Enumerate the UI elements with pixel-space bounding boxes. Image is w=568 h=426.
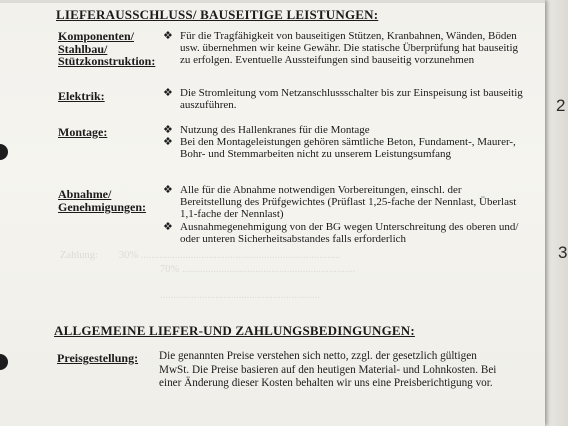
list-item <box>163 136 523 160</box>
bullet-list-montage <box>163 124 523 161</box>
bullet-text: Ausnahmegenehmigung von der BG wegen Unterschreitung des oberen und/ oder unteren Sicherheitsabstandes falls erforderlich <box>180 220 519 245</box>
paragraph-preisgestellung: Die genannten Preise verstehen sich netto, zzgl. der gesetzlich gültigen MwSt. Die Preise basieren auf den heutigen Material- und Lohnkosten. Bei einer Änderung dieser Kosten behalten wir uns eine Preisberichtigung vor. <box>159 350 497 389</box>
page-top-edge <box>0 0 545 3</box>
punch-hole-icon <box>0 144 8 160</box>
bullet-text: Für die Tragfähigkeit von bauseitigen Stützen, Kranbahnen, Wänden, Böden usw. übernehmen wir keine Gewähr. Die statische Überprüfung hat bauseitig zu erfolgen. Eventuelle Aussteifungen sind bauseitig vorzunehmen <box>180 30 519 67</box>
underlying-page-digit: 3 <box>558 243 568 262</box>
show-through-text: ............................................................. <box>160 290 321 301</box>
bullet-text: Alle für die Abnahme notwendigen Vorbereitungen, einschl. der Bereitstellung des Prüfgewichtes (Prüflast 1,25-fache der Nennlast, Überlast 1,1-fache der Nennlast) <box>180 184 517 221</box>
bullet-list-komponenten <box>163 30 523 67</box>
term-elektrik: Elektrik: <box>58 89 105 103</box>
show-through-text: 70% .................................................................. <box>160 264 356 275</box>
diamond-bullet-icon: ❖ <box>163 29 173 42</box>
section-title-lieferbedingungen: ALLGEMEINE LIEFER-UND ZAHLUNGSBEDINGUNGEN: <box>54 323 415 338</box>
list-item <box>163 30 523 67</box>
list-item <box>163 184 523 221</box>
bullet-text: Bei den Montageleistungen gehören sämtliche Beton, Fundament-, Maurer-, Bohr- und Stemmarbeiten nicht zu unserem Leistungsumfang <box>180 136 516 161</box>
term-abnahme: Abnahme/ Genehmigungen: <box>58 187 147 214</box>
underlying-page-digit: 2 <box>556 96 566 115</box>
bullet-list-abnahme <box>163 184 523 245</box>
bullet-list-elektrik <box>163 87 523 111</box>
diamond-bullet-icon: ❖ <box>163 123 173 136</box>
bullet-text: Nutzung des Hallenkranes für die Montage <box>180 124 370 136</box>
diamond-bullet-icon: ❖ <box>163 183 173 196</box>
term-komponenten: Komponenten/ Stahlbau/ Stützkonstruktion: <box>58 29 156 68</box>
punch-hole-icon <box>0 354 8 370</box>
bullet-text: Die Stromleitung vom Netzanschlussschalter bis zur Einspeisung ist bauseitig auszuführen. <box>180 87 523 112</box>
list-item <box>163 221 523 245</box>
diamond-bullet-icon: ❖ <box>163 219 173 233</box>
show-through-text: Zahlung: 30% ............................................................................ <box>60 250 341 261</box>
section-title-lieferausschluss: LIEFERAUSSCHLUSS/ BAUSEITIGE LEISTUNGEN: <box>56 7 379 22</box>
diamond-bullet-icon: ❖ <box>163 135 173 149</box>
list-item <box>163 124 523 136</box>
term-preisgestellung: Preisgestellung: <box>57 351 139 365</box>
term-montage: Montage: <box>58 125 108 139</box>
list-item <box>163 87 523 111</box>
diamond-bullet-icon: ❖ <box>163 86 173 99</box>
